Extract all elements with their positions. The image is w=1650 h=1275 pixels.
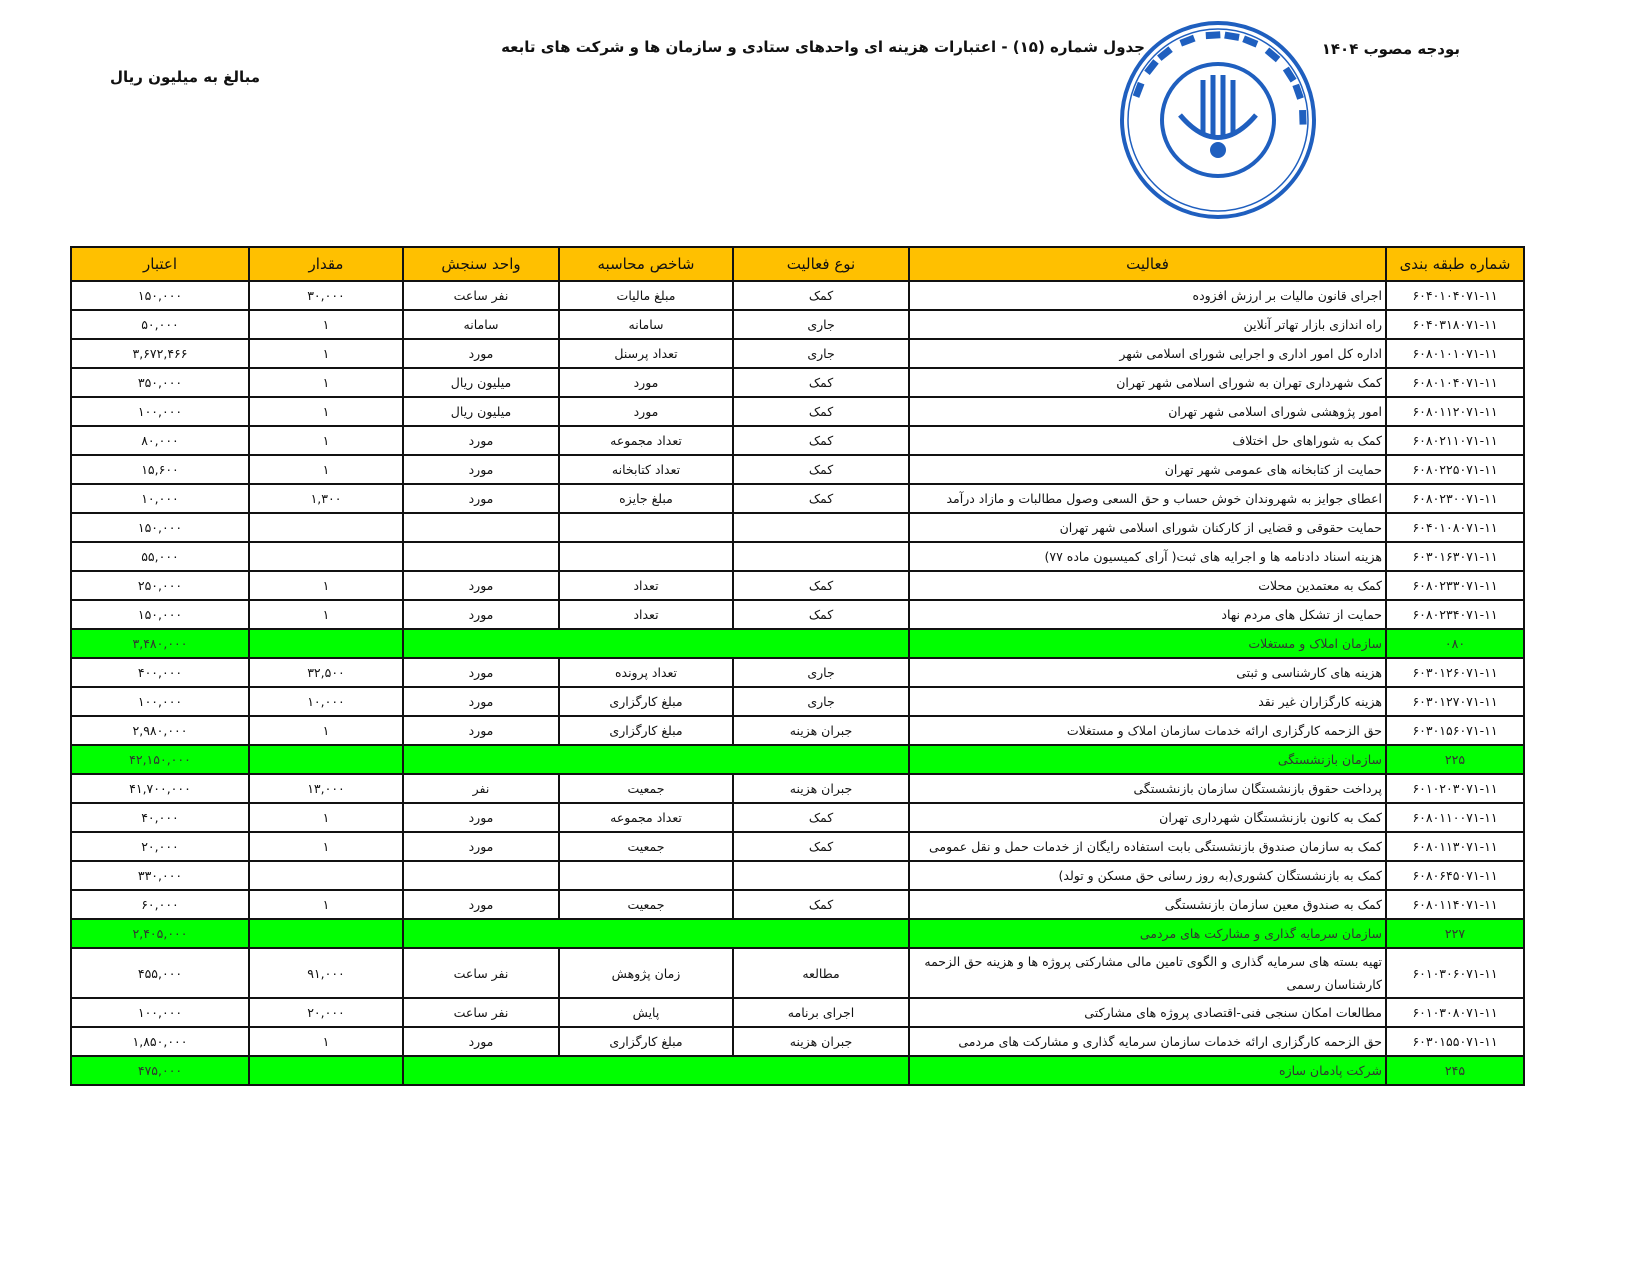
table-row — [71, 310, 1524, 339]
quantity-cell — [249, 861, 403, 890]
activity-cell: راه اندازی بازار تهاتر آنلاین — [909, 310, 1386, 339]
quantity-cell: ۱ — [249, 600, 403, 629]
credit-cell: ۵۰,۰۰۰ — [71, 310, 249, 339]
code-cell: ۶۰۳۰۱۶۳۰۷۱-۱۱ — [1386, 542, 1524, 571]
activity-cell: کمک به معتمدین محلات — [909, 571, 1386, 600]
table-row — [71, 571, 1524, 600]
code-cell: ۶۰۸۰۱۱۴۰۷۱-۱۱ — [1386, 890, 1524, 919]
type-cell — [733, 542, 909, 571]
table-row — [71, 774, 1524, 803]
quantity-cell: ۱ — [249, 803, 403, 832]
credit-cell: ۶۰,۰۰۰ — [71, 890, 249, 919]
indicator-cell: تعداد مجموعه — [559, 803, 733, 832]
credit-cell: ۴۰,۰۰۰ — [71, 803, 249, 832]
quantity-cell: ۱ — [249, 368, 403, 397]
col-header-unit: واحد سنجش — [403, 247, 559, 281]
activity-cell: هزینه اسناد دادنامه ها و اجرایه های ثبت( آرای کمیسیون ماده ۷۷) — [909, 542, 1386, 571]
activity-cell: هزینه کارگزاران غیر نقد — [909, 687, 1386, 716]
code-cell: ۶۰۸۰۱۱۲۰۷۱-۱۱ — [1386, 397, 1524, 426]
type-cell: کمک — [733, 600, 909, 629]
indicator-cell: زمان پژوهش — [559, 948, 733, 998]
quantity-cell: ۱ — [249, 397, 403, 426]
code-cell: ۶۰۸۰۱۰۱۰۷۱-۱۱ — [1386, 339, 1524, 368]
code-cell: ۶۰۴۰۳۱۸۰۷۱-۱۱ — [1386, 310, 1524, 339]
unit-cell: مورد — [403, 426, 559, 455]
group-code-cell: ۲۲۵ — [1386, 745, 1524, 774]
table-row — [71, 890, 1524, 919]
credit-cell: ۴۱,۷۰۰,۰۰۰ — [71, 774, 249, 803]
type-cell: کمک — [733, 484, 909, 513]
credit-cell: ۱۰۰,۰۰۰ — [71, 687, 249, 716]
type-cell: جبران هزینه — [733, 1027, 909, 1056]
table-row — [71, 455, 1524, 484]
council-seal-logo — [1118, 20, 1318, 220]
indicator-cell: جمعیت — [559, 774, 733, 803]
table-header-row — [71, 247, 1524, 281]
empty-cell — [249, 1056, 403, 1085]
activity-cell: اداره کل امور اداری و اجرایی شورای اسلامی شهر — [909, 339, 1386, 368]
quantity-cell: ۳۰,۰۰۰ — [249, 281, 403, 310]
code-cell: ۶۰۳۰۱۵۶۰۷۱-۱۱ — [1386, 716, 1524, 745]
group-code-cell: ۲۴۵ — [1386, 1056, 1524, 1085]
type-cell: جبران هزینه — [733, 774, 909, 803]
quantity-cell: ۱۳,۰۰۰ — [249, 774, 403, 803]
code-cell: ۶۰۱۰۲۰۳۰۷۱-۱۱ — [1386, 774, 1524, 803]
code-cell: ۶۰۸۰۲۱۱۰۷۱-۱۱ — [1386, 426, 1524, 455]
group-name-cell: سازمان املاک و مستغلات — [909, 629, 1386, 658]
code-cell: ۶۰۸۰۲۳۰۰۷۱-۱۱ — [1386, 484, 1524, 513]
unit-cell: نفر ساعت — [403, 998, 559, 1027]
indicator-cell: پایش — [559, 998, 733, 1027]
type-cell — [733, 861, 909, 890]
indicator-cell: تعداد پرونده — [559, 658, 733, 687]
activity-cell: حق الزحمه کارگزاری ارائه خدمات سازمان املاک و مستغلات — [909, 716, 1386, 745]
activity-cell: حق الزحمه کارگزاری ارائه خدمات سازمان سرمایه گذاری و مشارکت های مردمی — [909, 1027, 1386, 1056]
svg-text:▬ ▬▬ ▬ ▬▬▬ ▬ ▬▬ ▬: ▬ ▬▬ ▬ ▬▬▬ ▬ ▬▬ ▬ — [1124, 22, 1316, 127]
indicator-cell — [559, 542, 733, 571]
code-cell: ۶۰۸۰۱۰۴۰۷۱-۱۱ — [1386, 368, 1524, 397]
type-cell: کمک — [733, 890, 909, 919]
table-row — [71, 861, 1524, 890]
indicator-cell: مورد — [559, 368, 733, 397]
table-row — [71, 1027, 1524, 1056]
unit-cell: مورد — [403, 571, 559, 600]
table-row — [71, 600, 1524, 629]
unit-cell: مورد — [403, 716, 559, 745]
credit-cell: ۱۰۰,۰۰۰ — [71, 397, 249, 426]
group-name-cell: سازمان سرمایه گذاری و مشارکت های مردمی — [909, 919, 1386, 948]
activity-cell: حمایت از تشکل های مردم نهاد — [909, 600, 1386, 629]
unit-cell — [403, 542, 559, 571]
group-row — [71, 629, 1524, 658]
table-row — [71, 513, 1524, 542]
credit-cell: ۳۵۰,۰۰۰ — [71, 368, 249, 397]
col-header-credit: اعتبار — [71, 247, 249, 281]
code-cell: ۶۰۸۰۲۲۵۰۷۱-۱۱ — [1386, 455, 1524, 484]
quantity-cell: ۱ — [249, 890, 403, 919]
unit-cell: نفر — [403, 774, 559, 803]
unit-cell: مورد — [403, 890, 559, 919]
indicator-cell: تعداد پرسنل — [559, 339, 733, 368]
quantity-cell: ۳۲,۵۰۰ — [249, 658, 403, 687]
unit-cell: مورد — [403, 658, 559, 687]
empty-cell — [249, 629, 403, 658]
unit-cell: میلیون ریال — [403, 397, 559, 426]
quantity-cell: ۱ — [249, 571, 403, 600]
table-row — [71, 687, 1524, 716]
table-row — [71, 281, 1524, 310]
code-cell: ۶۰۴۰۱۰۴۰۷۱-۱۱ — [1386, 281, 1524, 310]
group-credit-cell: ۲,۴۰۵,۰۰۰ — [71, 919, 249, 948]
indicator-cell: مبلغ مالیات — [559, 281, 733, 310]
col-header-type: نوع فعالیت — [733, 247, 909, 281]
empty-cell — [403, 745, 909, 774]
quantity-cell: ۱ — [249, 310, 403, 339]
credit-cell: ۳۳۰,۰۰۰ — [71, 861, 249, 890]
table-row — [71, 716, 1524, 745]
quantity-cell: ۱ — [249, 832, 403, 861]
credit-cell: ۱۵۰,۰۰۰ — [71, 281, 249, 310]
quantity-cell: ۱ — [249, 716, 403, 745]
unit-cell: نفر ساعت — [403, 948, 559, 998]
group-credit-cell: ۳,۴۸۰,۰۰۰ — [71, 629, 249, 658]
quantity-cell — [249, 542, 403, 571]
table-row — [71, 803, 1524, 832]
unit-cell: مورد — [403, 832, 559, 861]
unit-cell: مورد — [403, 687, 559, 716]
indicator-cell: تعداد — [559, 600, 733, 629]
activity-cell: اعطای جوایز به شهروندان خوش حساب و حق السعی وصول مطالبات و مازاد درآمد — [909, 484, 1386, 513]
unit-cell: مورد — [403, 484, 559, 513]
type-cell — [733, 513, 909, 542]
credit-cell: ۵۵,۰۰۰ — [71, 542, 249, 571]
credit-cell: ۱۵۰,۰۰۰ — [71, 513, 249, 542]
type-cell: کمک — [733, 426, 909, 455]
activity-cell: کمک شهرداری تهران به شورای اسلامی شهر تهران — [909, 368, 1386, 397]
credit-cell: ۱۰,۰۰۰ — [71, 484, 249, 513]
table-row — [71, 397, 1524, 426]
group-name-cell: سازمان بازنشستگی — [909, 745, 1386, 774]
activity-cell: مطالعات امکان سنجی فنی-اقتصادی پروژه های مشارکتی — [909, 998, 1386, 1027]
table-row — [71, 658, 1524, 687]
group-code-cell: ۰۸۰ — [1386, 629, 1524, 658]
code-cell: ۶۰۸۰۶۴۵۰۷۱-۱۱ — [1386, 861, 1524, 890]
empty-cell — [403, 629, 909, 658]
activity-cell: کمک به سازمان صندوق بازنشستگی بابت استفاده رایگان از خدمات حمل و نقل عمومی — [909, 832, 1386, 861]
group-row — [71, 745, 1524, 774]
credit-cell: ۲,۹۸۰,۰۰۰ — [71, 716, 249, 745]
credit-cell: ۸۰,۰۰۰ — [71, 426, 249, 455]
code-cell: ۶۰۴۰۱۰۸۰۷۱-۱۱ — [1386, 513, 1524, 542]
type-cell: کمک — [733, 397, 909, 426]
type-cell: جاری — [733, 687, 909, 716]
unit-cell: مورد — [403, 803, 559, 832]
table-row — [71, 484, 1524, 513]
code-cell: ۶۰۸۰۱۱۳۰۷۱-۱۱ — [1386, 832, 1524, 861]
quantity-cell: ۱ — [249, 1027, 403, 1056]
code-cell: ۶۰۱۰۳۰۸۰۷۱-۱۱ — [1386, 998, 1524, 1027]
quantity-cell: ۲۰,۰۰۰ — [249, 998, 403, 1027]
code-cell: ۶۰۸۰۱۱۰۰۷۱-۱۱ — [1386, 803, 1524, 832]
type-cell: کمک — [733, 281, 909, 310]
credit-cell: ۲۵۰,۰۰۰ — [71, 571, 249, 600]
unit-cell: نفر ساعت — [403, 281, 559, 310]
credit-cell: ۱۵۰,۰۰۰ — [71, 600, 249, 629]
type-cell: مطالعه — [733, 948, 909, 998]
unit-cell: میلیون ریال — [403, 368, 559, 397]
unit-cell — [403, 513, 559, 542]
type-cell: اجرای برنامه — [733, 998, 909, 1027]
activity-cell: کمک به کانون بازنشستگان شهرداری تهران — [909, 803, 1386, 832]
indicator-cell: تعداد مجموعه — [559, 426, 733, 455]
quantity-cell: ۱ — [249, 455, 403, 484]
table-row — [71, 339, 1524, 368]
credit-cell: ۱۰۰,۰۰۰ — [71, 998, 249, 1027]
type-cell: کمک — [733, 571, 909, 600]
quantity-cell: ۱ — [249, 339, 403, 368]
activity-cell: کمک به بازنشستگان کشوری(به روز رسانی حق مسکن و تولد) — [909, 861, 1386, 890]
credit-cell: ۱۵,۶۰۰ — [71, 455, 249, 484]
activity-cell: تهیه بسته های سرمایه گذاری و الگوی تامین مالی مشارکتی پروژه ها و هزینه حق الزحمه کارشناسان رسمی — [909, 948, 1386, 998]
unit-cell: سامانه — [403, 310, 559, 339]
quantity-cell: ۱,۳۰۰ — [249, 484, 403, 513]
empty-cell — [249, 919, 403, 948]
group-code-cell: ۲۲۷ — [1386, 919, 1524, 948]
table-row — [71, 998, 1524, 1027]
quantity-cell: ۱۰,۰۰۰ — [249, 687, 403, 716]
table-row — [71, 948, 1524, 998]
activity-cell: حمایت حقوقی و قضایی از کارکنان شورای اسلامی شهر تهران — [909, 513, 1386, 542]
type-cell: کمک — [733, 803, 909, 832]
activity-cell: حمایت از کتابخانه های عمومی شهر تهران — [909, 455, 1386, 484]
indicator-cell: مبلغ جایزه — [559, 484, 733, 513]
empty-cell — [403, 919, 909, 948]
indicator-cell: تعداد — [559, 571, 733, 600]
unit-cell: مورد — [403, 1027, 559, 1056]
indicator-cell: مبلغ کارگزاری — [559, 716, 733, 745]
col-header-quantity: مقدار — [249, 247, 403, 281]
table-row — [71, 542, 1524, 571]
credit-cell: ۳,۶۷۲,۴۶۶ — [71, 339, 249, 368]
type-cell: کمک — [733, 368, 909, 397]
group-credit-cell: ۴۲,۱۵۰,۰۰۰ — [71, 745, 249, 774]
credit-cell: ۲۰,۰۰۰ — [71, 832, 249, 861]
type-cell: جاری — [733, 658, 909, 687]
activity-cell: امور پژوهشی شورای اسلامی شهر تهران — [909, 397, 1386, 426]
col-header-code: شماره طبقه بندی — [1386, 247, 1524, 281]
quantity-cell: ۱ — [249, 426, 403, 455]
indicator-cell: مبلغ کارگزاری — [559, 1027, 733, 1056]
indicator-cell — [559, 513, 733, 542]
type-cell: جاری — [733, 310, 909, 339]
code-cell: ۶۰۸۰۲۳۳۰۷۱-۱۱ — [1386, 571, 1524, 600]
unit-cell — [403, 861, 559, 890]
indicator-cell: جمعیت — [559, 890, 733, 919]
activity-cell: کمک به صندوق معین سازمان بازنشستگی — [909, 890, 1386, 919]
unit-cell: مورد — [403, 455, 559, 484]
budget-table — [70, 246, 1525, 1086]
col-header-indicator: شاخص محاسبه — [559, 247, 733, 281]
indicator-cell: مورد — [559, 397, 733, 426]
type-cell: جبران هزینه — [733, 716, 909, 745]
credit-cell: ۴۵۵,۰۰۰ — [71, 948, 249, 998]
credit-cell: ۴۰۰,۰۰۰ — [71, 658, 249, 687]
table-row — [71, 832, 1524, 861]
activity-cell: پرداخت حقوق بازنشستگان سازمان بازنشستگی — [909, 774, 1386, 803]
group-row — [71, 919, 1524, 948]
unit-note: مبالغ به میلیون ریال — [110, 68, 261, 86]
indicator-cell: مبلغ کارگزاری — [559, 687, 733, 716]
code-cell: ۶۰۱۰۳۰۶۰۷۱-۱۱ — [1386, 948, 1524, 998]
table-row — [71, 368, 1524, 397]
group-credit-cell: ۴۷۵,۰۰۰ — [71, 1056, 249, 1085]
type-cell: کمک — [733, 832, 909, 861]
code-cell: ۶۰۳۰۱۲۶۰۷۱-۱۱ — [1386, 658, 1524, 687]
type-cell: جاری — [733, 339, 909, 368]
indicator-cell: سامانه — [559, 310, 733, 339]
activity-cell: هزینه های کارشناسی و ثبتی — [909, 658, 1386, 687]
table-row — [71, 426, 1524, 455]
code-cell: ۶۰۳۰۱۲۷۰۷۱-۱۱ — [1386, 687, 1524, 716]
type-cell: کمک — [733, 455, 909, 484]
empty-cell — [249, 745, 403, 774]
indicator-cell: تعداد کتابخانه — [559, 455, 733, 484]
indicator-cell: جمعیت — [559, 832, 733, 861]
indicator-cell — [559, 861, 733, 890]
activity-cell: اجرای قانون مالیات بر ارزش افزوده — [909, 281, 1386, 310]
unit-cell: مورد — [403, 339, 559, 368]
col-header-activity: فعالیت — [909, 247, 1386, 281]
activity-cell: کمک به شوراهای حل اختلاف — [909, 426, 1386, 455]
code-cell: ۶۰۸۰۲۳۴۰۷۱-۱۱ — [1386, 600, 1524, 629]
credit-cell: ۱,۸۵۰,۰۰۰ — [71, 1027, 249, 1056]
code-cell: ۶۰۳۰۱۵۵۰۷۱-۱۱ — [1386, 1027, 1524, 1056]
budget-label: بودجه مصوب ۱۴۰۴ — [1321, 40, 1460, 58]
group-row — [71, 1056, 1524, 1085]
unit-cell: مورد — [403, 600, 559, 629]
empty-cell — [403, 1056, 909, 1085]
quantity-cell: ۹۱,۰۰۰ — [249, 948, 403, 998]
quantity-cell — [249, 513, 403, 542]
group-name-cell: شرکت پادمان سازه — [909, 1056, 1386, 1085]
page-title: جدول شماره (۱۵) - اعتبارات هزینه ای واحدهای ستادی و سازمان ها و شرکت های تابعه — [501, 38, 1145, 56]
